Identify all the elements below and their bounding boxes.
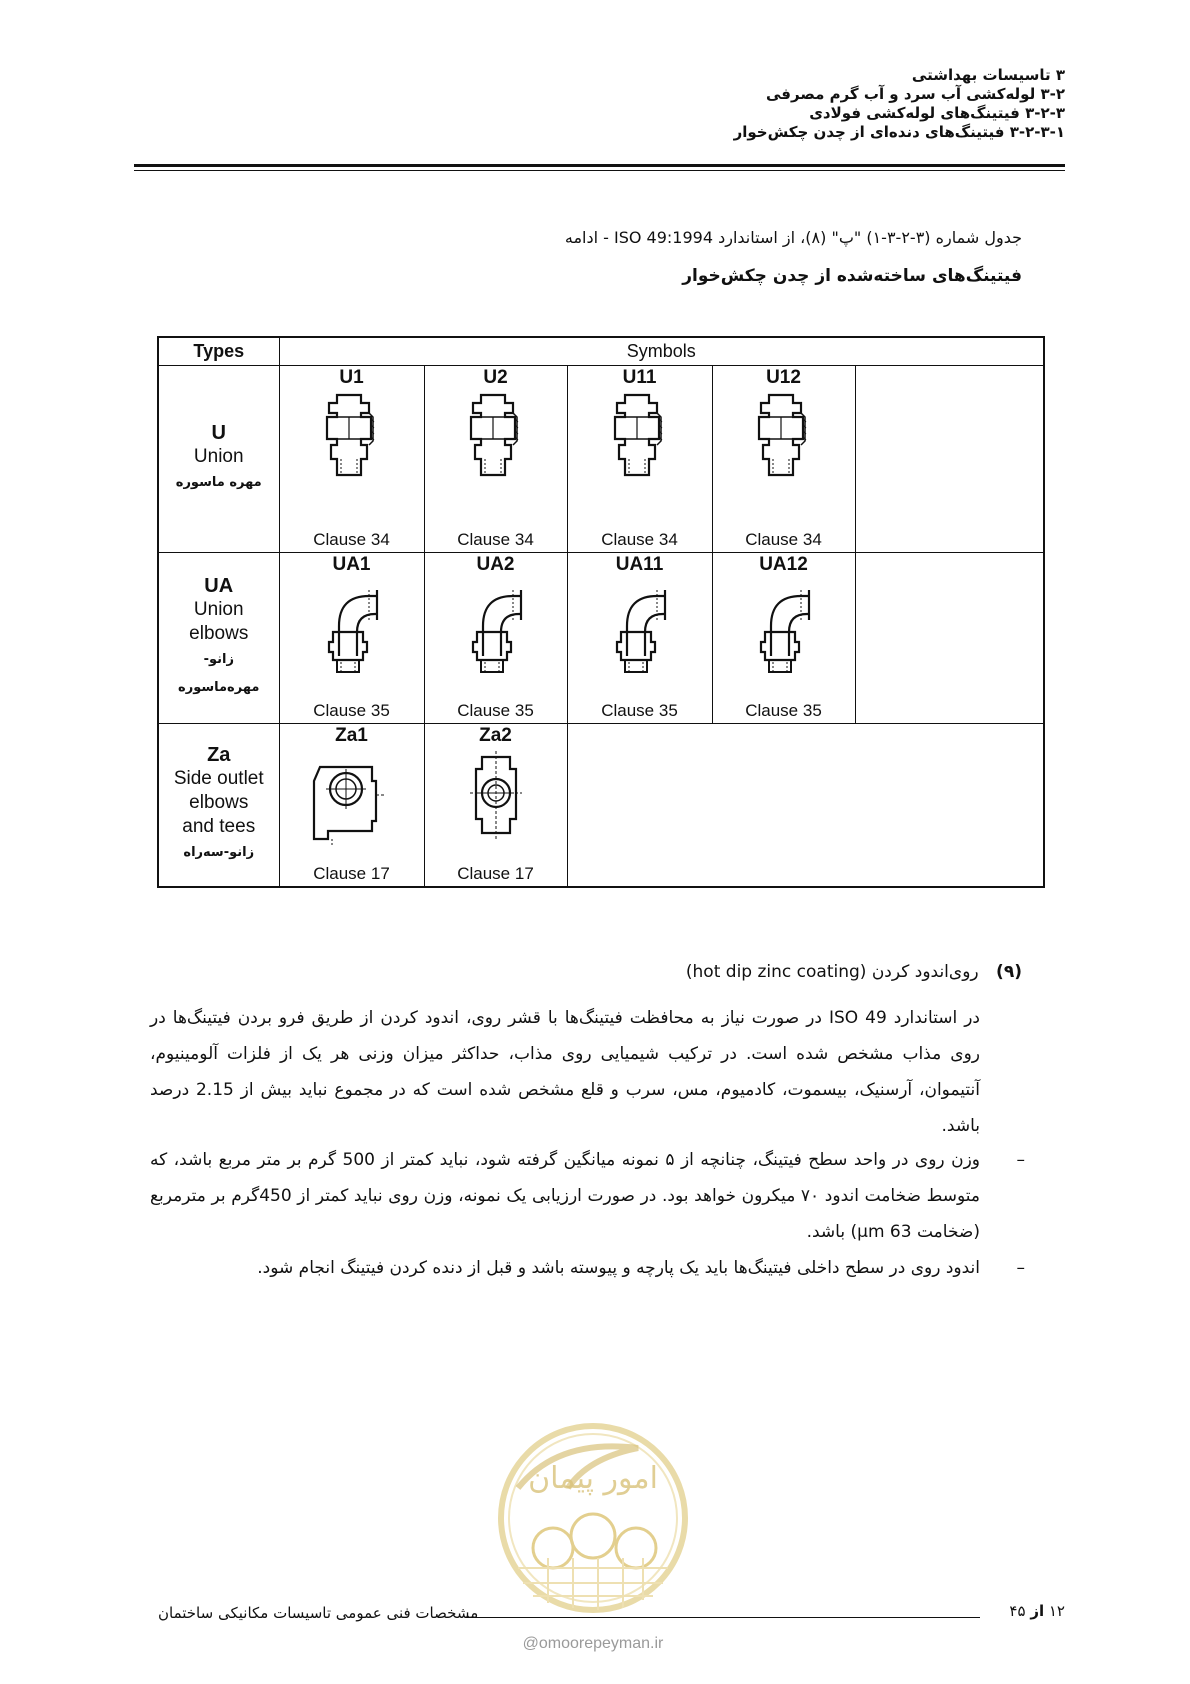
symbol-clause: Clause 17 — [457, 864, 534, 883]
table-row — [158, 366, 1044, 553]
symbol-clause: Clause 34 — [745, 530, 822, 549]
table-row — [158, 724, 1044, 888]
page-number — [1009, 1602, 1065, 1620]
type-name-fa: زانو-سه‌راه — [183, 845, 255, 860]
type-code: Za — [207, 744, 231, 766]
type-name-line2: elbows — [189, 792, 249, 813]
list-item-text: اندود روی در سطح داخلی فیتینگ‌ها باید یک پارچه و پیوسته باشد و قبل از دنده کردن فیتینگ انجام شود. — [257, 1258, 980, 1278]
type-name: Side outlet — [173, 768, 264, 789]
side-outlet-elbow-icon — [312, 747, 392, 847]
fittings-table — [157, 336, 1043, 886]
type-name-line2: elbows — [189, 623, 249, 644]
type-cell — [158, 553, 279, 724]
header-symbols: Symbols — [279, 337, 1044, 366]
symbol-cell — [567, 553, 712, 724]
symbol-cell — [279, 366, 424, 553]
symbol-cell — [279, 724, 424, 888]
union-icon — [461, 389, 531, 489]
header-rule-thin — [134, 170, 1065, 171]
symbol-clause: Clause 34 — [601, 530, 678, 549]
union-icon — [605, 389, 675, 489]
symbol-code: UA11 — [615, 554, 664, 575]
symbol-code: Za2 — [479, 725, 512, 746]
union-elbow-icon — [461, 576, 531, 676]
type-code: U — [211, 422, 226, 444]
type-cell — [158, 724, 279, 888]
type-cell — [158, 366, 279, 553]
list-item — [150, 1250, 1025, 1286]
header-line-4: ۳-۲-۳-۱ فیتینگ‌های دنده‌ای از چدن چکش‌خوار — [733, 123, 1065, 141]
table-row — [158, 553, 1044, 724]
type-name-fa-line2: مهره‌ماسوره — [178, 680, 260, 695]
section-title: روی‌اندود کردن (hot dip zinc coating) — [685, 962, 979, 982]
symbol-clause: Clause 35 — [601, 701, 678, 720]
union-elbow-icon — [749, 576, 819, 676]
header-line-1: ۳ تاسیسات بهداشتی — [911, 66, 1065, 84]
page-header — [734, 66, 1065, 142]
table-title: فیتینگ‌های ساخته‌شده از چدن چکش‌خوار — [682, 266, 1022, 286]
page-of: از — [1030, 1602, 1045, 1620]
table-caption: جدول شماره (۳-۲-۳-۱) "پ" (۸)، از استاندارد ISO 49:1994 - ادامه — [564, 228, 1022, 247]
symbol-clause: Clause 35 — [457, 701, 534, 720]
bullet-mark: – — [1016, 1258, 1025, 1278]
page-total: ۴۵ — [1009, 1602, 1026, 1620]
footer-rule — [465, 1617, 980, 1618]
side-outlet-tee-icon — [460, 747, 532, 847]
type-name: Union — [193, 446, 244, 467]
symbol-code: UA1 — [332, 554, 371, 575]
symbol-cell — [279, 553, 424, 724]
symbol-clause: Clause 35 — [745, 701, 822, 720]
symbol-cell — [567, 366, 712, 553]
type-name-line3: and tees — [182, 816, 256, 837]
symbol-cell — [712, 553, 855, 724]
symbol-clause: Clause 17 — [313, 864, 390, 883]
symbol-code: U1 — [339, 367, 364, 388]
watermark-text: امور پیمان — [528, 1461, 658, 1496]
symbol-cell — [424, 553, 567, 724]
header-types: Types — [158, 337, 279, 366]
list-item-text: وزن روی در واحد سطح فیتینگ، چنانچه از ۵ نمونه میانگین گرفته شود، نباید کمتر از 500 گرم بر متر مربع باشد، که متوسط ضخامت اندود ۷۰ میکرون خواهد بود. در صورت ارزیابی یک نمونه، وزن روی نباید کمتر از 450گرم بر مترمربع (ضخامت 63 μm) باشد. — [150, 1150, 981, 1242]
bullet-mark: – — [1016, 1150, 1025, 1170]
union-icon — [749, 389, 819, 489]
symbol-code: Za1 — [335, 725, 368, 746]
symbol-cell — [712, 366, 855, 553]
symbol-clause: Clause 34 — [313, 530, 390, 549]
logo-icon — [478, 1418, 708, 1658]
section-paragraph: در استاندارد ISO 49 در صورت نیاز به محافظت فیتینگ‌ها با قشر روی، اندود کردن از طریق فرو بردن فیتینگ‌ها در روی مذاب مشخص شده است. در ترکیب شیمیایی روی مذاب، حداکثر میزان وزنی هر یک از فلزات آلومینیوم، آنتیموان، آرسنیک، بیسموت، کادمیوم، مس، سرب و قلع مشخص شده است که در مجموع نباید بیش از 2.15 درصد باشد. — [150, 1008, 980, 1136]
list-item — [150, 1142, 1025, 1250]
symbol-clause: Clause 35 — [313, 701, 390, 720]
page-current: ۱۲ — [1048, 1602, 1065, 1620]
type-name-fa: زانو- — [203, 652, 234, 667]
watermark-url: @omoorepeyman.ir — [522, 1635, 664, 1652]
section-heading — [686, 962, 1022, 982]
watermark-logo — [478, 1418, 708, 1658]
symbol-code: U2 — [483, 367, 508, 388]
empty-cell — [567, 724, 1044, 888]
symbol-code: U12 — [766, 367, 801, 388]
section-number: (۹) — [996, 962, 1022, 982]
symbol-clause: Clause 34 — [457, 530, 534, 549]
header-line-3: ۳-۲-۳ فیتینگ‌های لوله‌کشی فولادی — [809, 104, 1065, 122]
type-name-fa: مهره ماسوره — [175, 475, 262, 490]
symbol-code: U11 — [622, 367, 657, 388]
header-line-2: ۳-۲ لوله‌کشی آب سرد و آب گرم مصرفی — [765, 85, 1065, 103]
empty-cell — [855, 366, 1044, 553]
empty-cell — [855, 553, 1044, 724]
symbol-cell — [424, 366, 567, 553]
type-code: UA — [204, 575, 234, 597]
footer-title: مشخصات فنی عمومی تاسیسات مکانیکی ساختمان — [158, 1604, 479, 1622]
symbol-code: UA2 — [476, 554, 515, 575]
union-icon — [317, 389, 387, 489]
union-elbow-icon — [605, 576, 675, 676]
symbol-code: UA12 — [759, 554, 808, 575]
type-name: Union — [193, 599, 244, 620]
union-elbow-icon — [317, 576, 387, 676]
symbol-cell — [424, 724, 567, 888]
header-rule — [134, 164, 1065, 167]
